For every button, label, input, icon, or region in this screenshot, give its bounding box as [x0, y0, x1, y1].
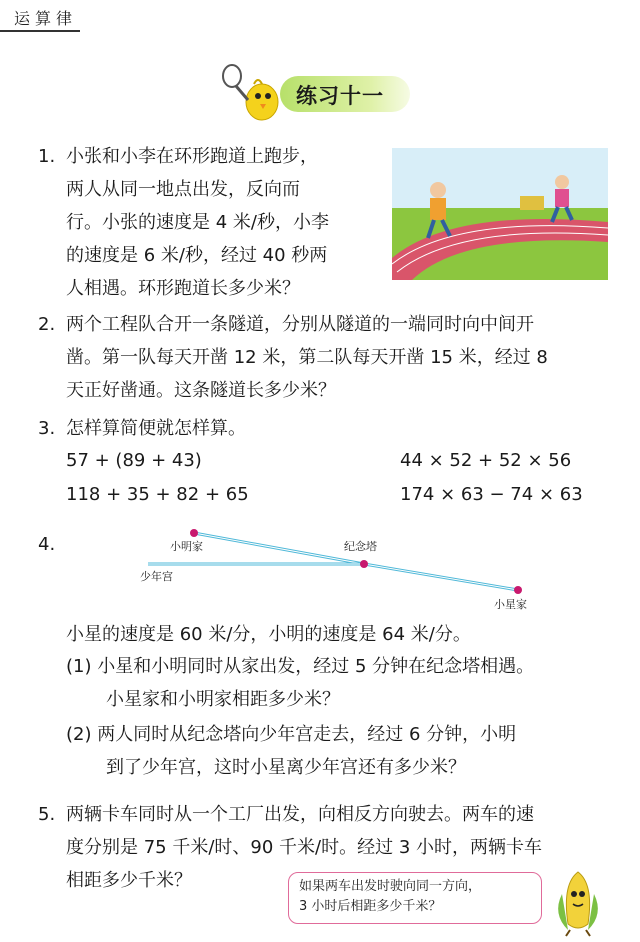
- q2-line-1: 两个工程队合开一条隧道，分别从隧道的一端同时向中间开: [66, 314, 534, 335]
- q5-line-1: 两辆卡车同时从一个工厂出发，向相反方向驶去。两车的速: [66, 804, 534, 825]
- q5-number: 5.: [38, 804, 56, 825]
- q2-text: [66, 308, 626, 407]
- header-underline: [0, 30, 80, 32]
- q3-expr-2: 44 × 52 + 52 × 56: [400, 450, 572, 471]
- corn-mascot-icon: [548, 864, 608, 938]
- q5-line-3: 相距多少千米？: [66, 870, 192, 891]
- bubble-line-2: 3 小时后相距多少千米？: [299, 899, 442, 914]
- running-track-illustration: [392, 148, 608, 280]
- q4-sub2-line-2: 到了少年宫，这时小星离少年宫还有多少米？: [106, 757, 466, 778]
- q3-prompt: 怎样算简便就怎样算。: [66, 418, 246, 439]
- q1-line-1: 小张和小李在环形跑道上跑步，: [66, 146, 318, 167]
- label-xiaoxing-home: 小星家: [494, 598, 527, 611]
- q1-text: [66, 140, 386, 305]
- xiaoxing-home-point: [514, 586, 522, 594]
- q2-line-3: 天正好凿通。这条隧道长多少米？: [66, 380, 336, 401]
- label-tower: 纪念塔: [344, 540, 377, 553]
- exercise-title-block: [218, 62, 428, 124]
- q1-line-4: 的速度是 6 米/秒，经过 40 秒两: [66, 245, 328, 266]
- q1-line-2: 两人从同一地点出发，反向而: [66, 179, 300, 200]
- q4-sub2: [66, 718, 626, 784]
- chick-mascot-icon: [218, 62, 288, 124]
- tower-point: [360, 560, 368, 568]
- q4-statement: 小星的速度是 60 米/分，小明的速度是 64 米/分。: [66, 624, 471, 645]
- bubble-line-1: 如果两车出发时驶向同一方向，: [299, 879, 482, 894]
- label-xiaoming-home: 小明家: [170, 540, 203, 553]
- xiaoming-home-point: [190, 529, 198, 537]
- section-header: 运算律: [14, 9, 78, 28]
- page-title: 练习十一: [296, 84, 384, 108]
- hint-speech-bubble: [288, 872, 542, 924]
- q1-line-5: 人相遇。环形跑道长多少米？: [66, 278, 300, 299]
- q4-sub1: [66, 650, 626, 716]
- q5-line-2: 度分别是 75 千米/时、90 千米/时。经过 3 小时，两辆卡车: [66, 837, 542, 858]
- q1-number: 1.: [38, 146, 56, 167]
- q4-sub1-line-2: 小星家和小明家相距多少米？: [106, 689, 340, 710]
- q1-line-3: 行。小张的速度是 4 米/秒，小李: [66, 212, 329, 233]
- q3-number: 3.: [38, 418, 56, 439]
- q2-line-2: 凿。第一队每天开凿 12 米，第二队每天开凿 15 米，经过 8: [66, 347, 548, 368]
- q4-sub2-line-1: (2) 两人同时从纪念塔向少年宫走去，经过 6 分钟，小明: [66, 724, 517, 745]
- q2-number: 2.: [38, 314, 56, 335]
- label-youth-palace: 少年宫: [140, 570, 173, 583]
- q3-expr-1: 57 + (89 + 43): [66, 450, 202, 471]
- q3-expr-3: 118 + 35 + 82 + 65: [66, 484, 249, 505]
- q4-number: 4.: [38, 534, 56, 555]
- q3-expr-4: 174 × 63 − 74 × 63: [400, 484, 583, 505]
- q4-sub1-line-1: (1) 小星和小明同时从家出发，经过 5 分钟在纪念塔相遇。: [66, 656, 535, 677]
